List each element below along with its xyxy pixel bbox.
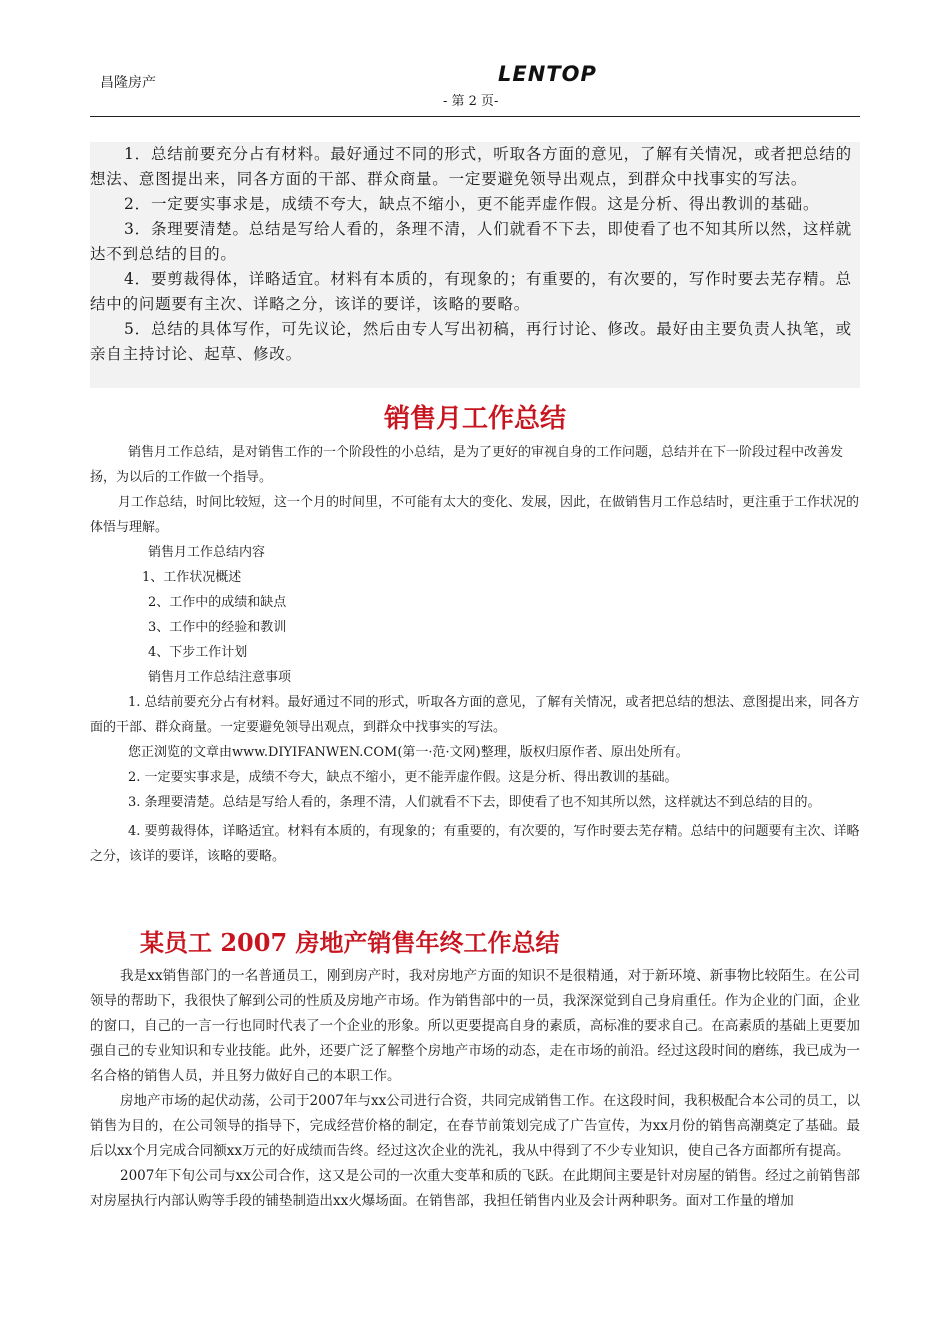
tip-paragraph: 1．总结前要充分占有材料。最好通过不同的形式，听取各方面的意见，了解有关情况，或者把总结的想法、意图提出来，同各方面的干部、群众商量。一定要避免领导出观点，到群众中找事实的写法。: [90, 145, 852, 188]
content-list: [90, 540, 860, 690]
tip-paragraph: 3．条理要清楚。总结是写给人看的，条理不清，人们就看不下去，即使看了也不知其所以然，这样就达不到总结的目的。: [90, 220, 852, 263]
tip-paragraph: 2．一定要实事求是，成绩不夸大，缺点不缩小，更不能弄虚作假。这是分析、得出教训的基础。: [124, 195, 820, 213]
section-title-annual-summary: 某员工 2007 房地产销售年终工作总结: [140, 928, 560, 957]
list-heading: 销售月工作总结注意事项: [148, 670, 292, 685]
tip-paragraph: 4．要剪裁得体，详略适宜。材料有本质的，有现象的；有重要的，有次要的，写作时要去芜存精。总结中的问题要有主次、详略之分，该详的要详，该略的要略。: [90, 270, 852, 313]
section-title-monthly-summary: 销售月工作总结: [383, 404, 566, 434]
note-paragraph: 3. 条理要清楚。总结是写给人看的，条理不清，人们就看不下去，即使看了也不知其所以然，这样就达不到总结的目的。: [128, 795, 821, 810]
body-paragraph: 2007年下旬公司与xx公司合作，这又是公司的一次重大变革和质的飞跃。在此期间主要是针对房屋的销售。经过之前销售部对房屋执行内部认购等手段的铺垫制造出xx火爆场面。在销售部，我担任销售内业及会计两种职务。面对工作量的增加: [90, 1168, 860, 1209]
intro-paragraph: 月工作总结，时间比较短，这一个月的时间里，不可能有太大的变化、发展，因此，在做销售月工作总结时，更注重于工作状况的体悟与理解。: [90, 495, 860, 535]
page-header: [90, 62, 860, 110]
company-name: 昌隆房产: [100, 75, 156, 91]
list-item: 2、工作中的成绩和缺点: [148, 595, 287, 610]
list-item: 1、工作状况概述: [142, 570, 242, 585]
page-number: - 第 2 页-: [443, 94, 499, 109]
list-item: 4、下步工作计划: [148, 645, 248, 660]
note-paragraph: 1. 总结前要充分占有材料。最好通过不同的形式，听取各方面的意见，了解有关情况，或者把总结的想法、意图提出来，同各方面的干部、群众商量。一定要避免领导出观点，到群众中找事实的写法。: [90, 695, 860, 735]
lentop-logo: LENTOP: [498, 62, 597, 86]
intro-paragraph: 销售月工作总结，是对销售工作的一个阶段性的小总结，是为了更好的审视自身的工作问题，总结并在下一阶段过程中改善发扬，为以后的工作做一个指导。: [90, 445, 844, 485]
summary-tips-block: [90, 142, 860, 388]
list-heading: 销售月工作总结内容: [148, 545, 266, 560]
annual-summary-section: [90, 964, 860, 1214]
note-paragraph: 2. 一定要实事求是，成绩不夸大，缺点不缩小，更不能弄虚作假。这是分析、得出教训的基础。: [128, 770, 678, 785]
source-line: 您正浏览的文章由www.DIYIFANWEN.COM(第一·范·文网)整理，版权归原作者、原出处所有。: [128, 745, 689, 760]
list-item: 3、工作中的经验和教训: [148, 620, 287, 635]
tip-paragraph: 5．总结的具体写作，可先议论，然后由专人写出初稿，再行讨论、修改。最好由主要负责人执笔，或亲自主持讨论、起草、修改。: [90, 320, 852, 363]
monthly-summary-section: [90, 440, 860, 869]
body-paragraph: 我是xx销售部门的一名普通员工，刚到房产时，我对房地产方面的知识不是很精通，对于新环境、新事物比较陌生。在公司领导的帮助下，我很快了解到公司的性质及房地产市场。作为销售部中的一员，我深深觉到自己身肩重任。作为企业的门面，企业的窗口，自己的一言一行也同时代表了一个企业的形象。所以更要提高自身的素质，高标准的要求自己。在高素质的基础上更要加强自己的专业知识和专业技能。此外，还要广泛了解整个房地产市场的动态，走在市场的前沿。经过这段时间的磨练，我已成为一名合格的销售人员，并且努力做好自己的本职工作。: [90, 968, 860, 1084]
note-paragraph: 4. 要剪裁得体，详略适宜。材料有本质的，有现象的；有重要的，有次要的，写作时要去芜存精。总结中的问题要有主次、详略之分，该详的要详，该略的要略。: [90, 824, 860, 864]
body-paragraph: 房地产市场的起伏动荡，公司于2007年与xx公司进行合资，共同完成销售工作。在这段时间，我积极配合本公司的员工，以销售为目的，在公司领导的指导下，完成经营价格的制定，在春节前策划完成了广告宣传，为xx月份的销售高潮奠定了基础。最后以xx个月完成合同额xx万元的好成绩而告终。经过这次企业的洗礼，我从中得到了不少专业知识，使自己各方面都所有提高。: [90, 1093, 860, 1159]
header-rule: [90, 116, 860, 117]
